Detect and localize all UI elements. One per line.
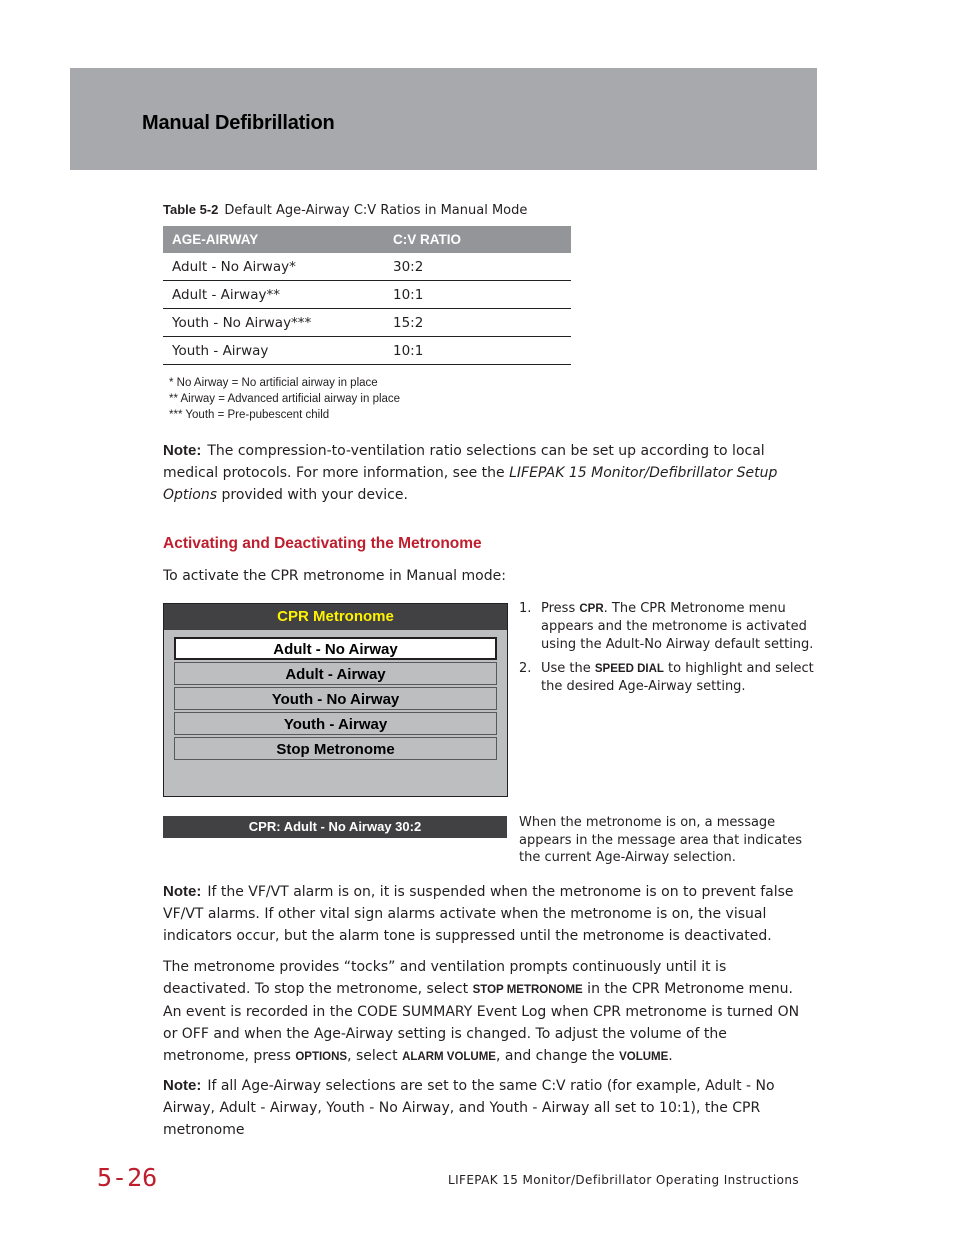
key-label-stop-metronome: STOP METRONOME <box>472 984 583 996</box>
key-label-volume: VOLUME <box>619 1051 669 1063</box>
step-text: to highlight and select the desired Age-Airway setting. <box>541 661 814 694</box>
note-same-ratio <box>163 1075 813 1141</box>
chapter-title: Manual Defibrillation <box>142 112 335 134</box>
table-row <box>163 337 571 365</box>
page-number: 5-26 <box>97 1163 158 1192</box>
note-label: Note: <box>163 1077 202 1094</box>
step-number: 1. <box>519 601 532 616</box>
key-label-options: OPTIONS <box>295 1051 348 1063</box>
table-caption-label: Table 5-2 <box>163 202 219 217</box>
footnote: *** Youth = Pre-pubescent child <box>169 409 330 421</box>
column-header-age-airway: AGE-AIRWAY <box>163 226 384 253</box>
note-text: If all Age-Airway selections are set to the same C:V ratio (for example, Adult - No Airway, Adult - Airway, Youth - No Airway, and Youth - Airway all set to 10:1), the CPR metronome <box>163 1078 775 1138</box>
key-label-alarm-volume: ALARM VOLUME <box>402 1051 496 1063</box>
table-cell-age-airway: Adult - No Airway* <box>163 253 384 281</box>
para-text: , and change the <box>495 1048 620 1064</box>
key-label-cpr: CPR <box>579 603 604 615</box>
table-cell-ratio: 15:2 <box>384 309 571 337</box>
table-cell-ratio: 30:2 <box>384 253 571 281</box>
table-row <box>163 309 571 337</box>
table-caption <box>163 202 527 218</box>
message-description: When the metronome is on, a message appears in the message area that indicates the current Age-Airway selection. <box>519 815 803 865</box>
key-label-speed-dial: SPEED DIAL <box>594 663 664 675</box>
note-label: Note: <box>163 883 202 900</box>
cv-ratio-table <box>163 226 571 365</box>
footnote: * No Airway = No artificial airway in place <box>169 377 378 389</box>
para-text: . <box>668 1048 673 1064</box>
table-row <box>163 281 571 309</box>
step-item <box>519 600 819 654</box>
cpr-message-bar: CPR: Adult - No Airway 30:2 <box>163 816 507 838</box>
step-text: Use the <box>541 661 595 676</box>
note-text: If the VF/VT alarm is on, it is suspended when the metronome is on to prevent false VF/VT alarms. If other vital sign alarms activate when the metronome is on, the visual indicators occur, but the alarm tone is suppressed until the metronome is deactivated. <box>163 884 794 944</box>
para-text: in the CPR Metronome menu. An event is recorded in the CODE SUMMARY Event Log when CPR metronome is turned ON or OFF and when the Age-Airway setting is changed. To adjust the volume of the metronome, press <box>163 981 800 1064</box>
menu-item-youth-no-airway[interactable]: Youth - No Airway <box>174 687 497 710</box>
note-text-end: provided with your device. <box>217 487 408 503</box>
table-cell-age-airway: Adult - Airway** <box>163 281 384 309</box>
para-text: The metronome provides “tocks” and ventilation prompts continuously until it is deactivated. To stop the metronome, select <box>163 959 727 997</box>
cpr-metronome-menu <box>163 603 508 797</box>
table-cell-age-airway: Youth - Airway <box>163 337 384 365</box>
table-cell-ratio: 10:1 <box>384 337 571 365</box>
table-row <box>163 253 571 281</box>
note-text: The compression-to-ventilation ratio selections can be set up according to local medical protocols. For more information, see the <box>163 443 765 481</box>
chapter-banner <box>70 68 817 170</box>
instruction-steps <box>519 600 819 702</box>
note-doc-reference: LIFEPAK 15 Monitor/Defibrillator Setup Options <box>163 465 778 503</box>
footnote: ** Airway = Advanced artificial airway in place <box>169 393 401 405</box>
para-text: , select <box>347 1048 403 1064</box>
note-compression-ratio <box>163 440 813 506</box>
table-cell-age-airway: Youth - No Airway*** <box>163 309 384 337</box>
step-number: 2. <box>519 661 532 676</box>
metronome-paragraph <box>163 956 813 1068</box>
column-header-cv-ratio: C:V RATIO <box>384 226 571 253</box>
section-intro: To activate the CPR metronome in Manual mode: <box>163 568 506 584</box>
table-header-row <box>163 226 571 253</box>
step-text: Press <box>541 601 580 616</box>
menu-item-adult-no-airway[interactable]: Adult - No Airway <box>174 637 497 660</box>
menu-item-youth-airway[interactable]: Youth - Airway <box>174 712 497 735</box>
menu-item-stop-metronome[interactable]: Stop Metronome <box>174 737 497 760</box>
section-heading: Activating and Deactivating the Metronome <box>163 535 482 552</box>
note-vfvt-alarm <box>163 881 813 947</box>
table-cell-ratio: 10:1 <box>384 281 571 309</box>
note-label: Note: <box>163 442 202 459</box>
step-item <box>519 660 819 696</box>
menu-item-adult-airway[interactable]: Adult - Airway <box>174 662 497 685</box>
table-caption-text: Default Age-Airway C:V Ratios in Manual Mode <box>224 203 528 218</box>
step-text: . The CPR Metronome menu appears and the metronome is activated using the Adult-No Airway default setting. <box>541 601 814 652</box>
document-title-footer: LIFEPAK 15 Monitor/Defibrillator Operating Instructions <box>448 1173 799 1187</box>
menu-title: CPR Metronome <box>164 604 507 630</box>
table-footnotes <box>169 375 400 423</box>
